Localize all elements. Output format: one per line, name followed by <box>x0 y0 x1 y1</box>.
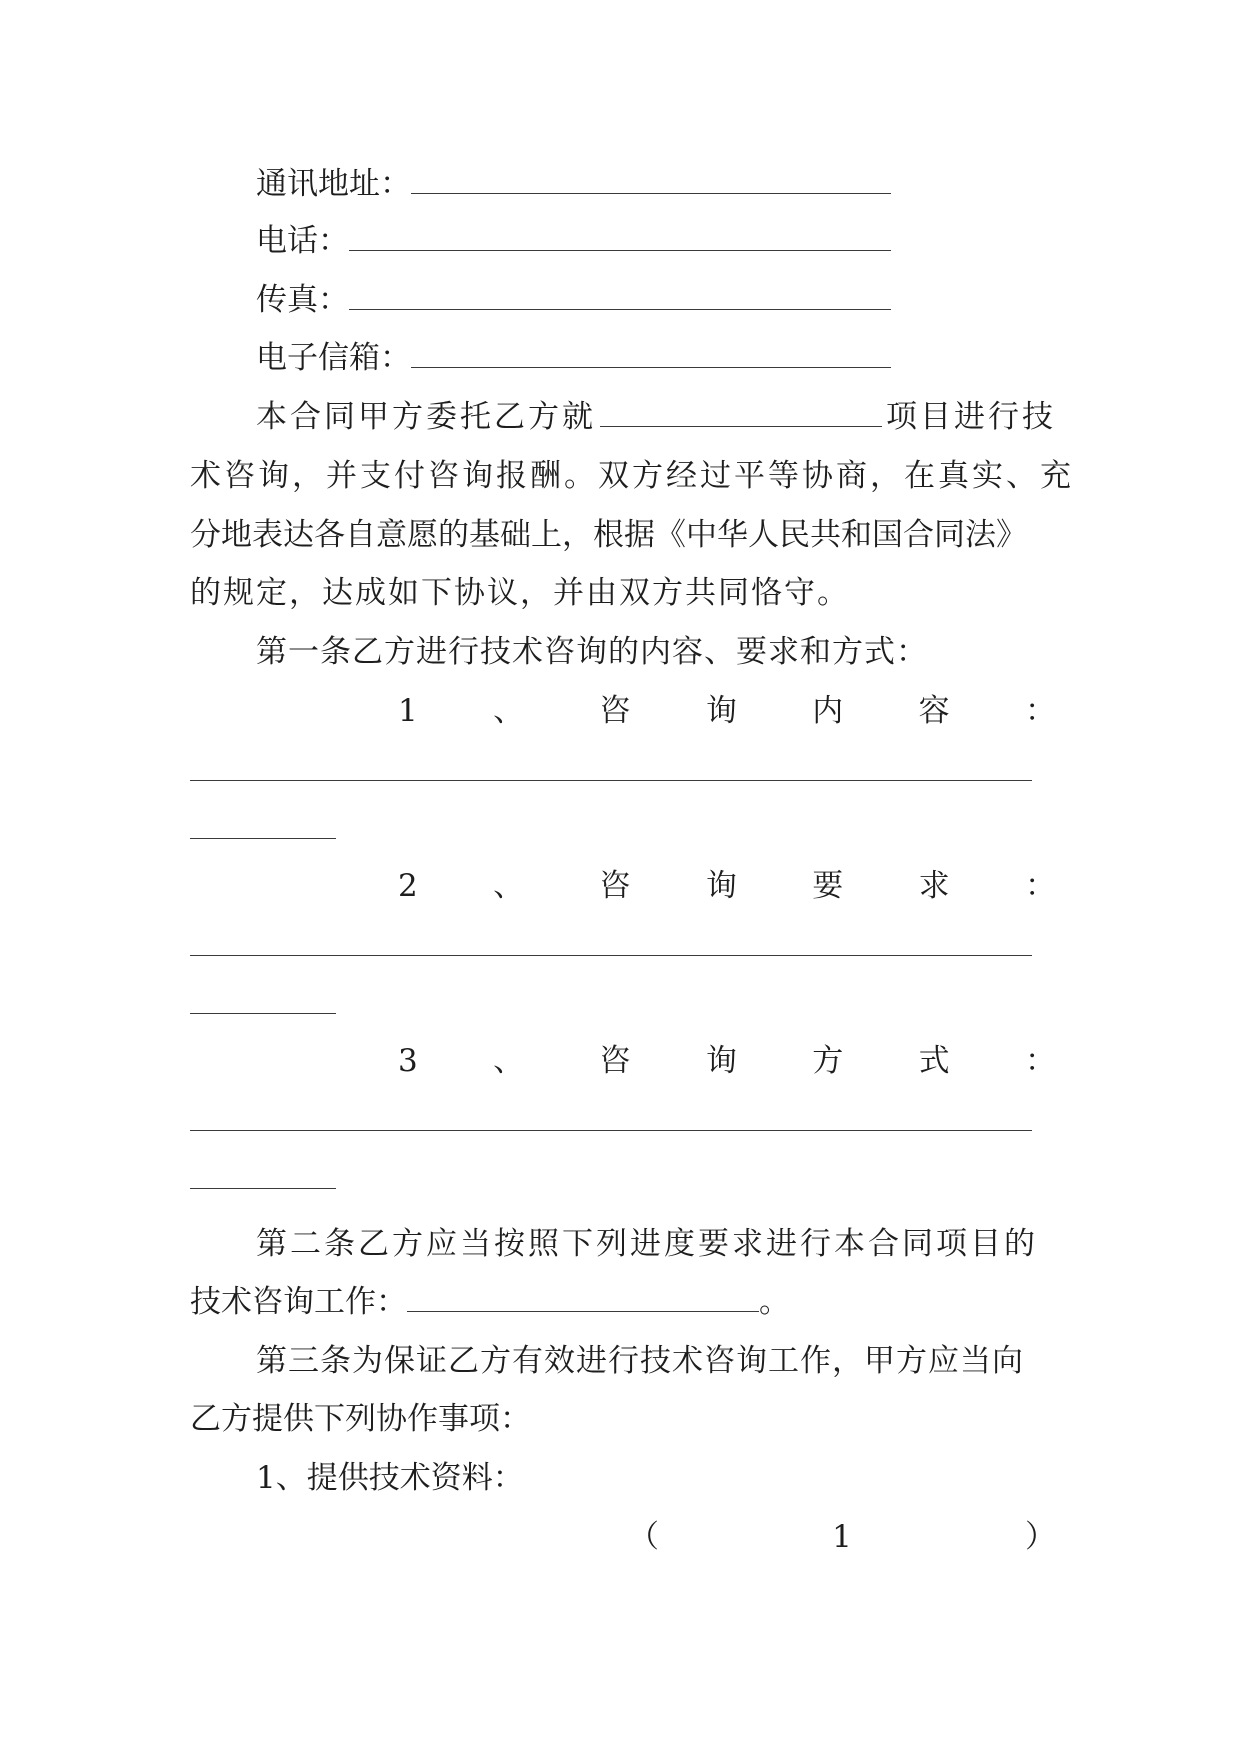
item3-char: 询 <box>705 1043 737 1079</box>
progress-blank[interactable] <box>407 1283 759 1312</box>
intro-line-1-b: 项目进行技 <box>886 399 1056 435</box>
address-blank[interactable] <box>411 165 891 194</box>
article1-title: 第一条乙方进行技术咨询的内容、要求和方式： <box>256 634 928 670</box>
item1-char: 、 <box>493 693 525 729</box>
intro-line-2: 术咨询，并支付咨询报酬。双方经过平等协商，在真实、充 <box>190 458 1074 494</box>
email-label: 电子信箱： <box>256 340 411 376</box>
item1-blank-line-1[interactable] <box>190 780 1032 781</box>
item2-char: 询 <box>705 868 737 904</box>
item3-blank-line-2[interactable] <box>190 1188 336 1189</box>
item1-char: 内 <box>812 693 844 729</box>
phone-line <box>256 221 891 261</box>
item1-char: 询 <box>705 693 737 729</box>
item2-char: 求 <box>918 868 950 904</box>
article3-line-1: 第三条为保证乙方有效进行技术咨询工作，甲方应当向 <box>256 1343 1024 1379</box>
article3-item-1: 1、提供技术资料： <box>256 1460 524 1496</box>
fax-blank[interactable] <box>349 281 891 310</box>
item2-blank-line-1[interactable] <box>190 955 1032 956</box>
item3-char: 3 <box>398 1043 418 1079</box>
article1-item3-heading <box>398 1041 1056 1081</box>
fax-label: 传真： <box>256 282 349 318</box>
sub1-close-paren: ） <box>1024 1519 1056 1555</box>
item2-char: 2 <box>398 868 418 904</box>
email-blank[interactable] <box>411 339 891 368</box>
address-label: 通讯地址： <box>256 166 411 202</box>
intro-line-3: 分地表达各自意愿的基础上，根据《中华人民共和国合同法》 <box>190 517 1027 553</box>
intro-line-1 <box>256 397 1056 437</box>
address-line <box>256 164 891 204</box>
intro-line-1-a: 本合同甲方委托乙方就 <box>256 399 596 435</box>
project-blank[interactable] <box>600 398 882 427</box>
article3-sub-1 <box>628 1517 1056 1557</box>
item2-char: 要 <box>812 868 844 904</box>
article2-line-2-b: 。 <box>759 1284 790 1320</box>
article1-item2-heading <box>398 866 1056 906</box>
item1-char: ： <box>1024 693 1056 729</box>
item3-char: ： <box>1024 1043 1056 1079</box>
fax-line <box>256 280 891 320</box>
item3-char: 、 <box>493 1043 525 1079</box>
article2-line-2-a: 技术咨询工作： <box>190 1284 407 1320</box>
item1-char: 1 <box>398 693 418 729</box>
phone-blank[interactable] <box>349 222 891 251</box>
article1-item1-heading <box>398 691 1056 731</box>
item1-char: 咨 <box>599 693 631 729</box>
item2-char: 咨 <box>599 868 631 904</box>
item3-char: 方 <box>812 1043 844 1079</box>
article3-line-2: 乙方提供下列协作事项： <box>190 1401 531 1437</box>
sub1-open-paren: （ <box>628 1519 659 1555</box>
article2-line-2 <box>190 1282 790 1322</box>
item2-char: 、 <box>493 868 525 904</box>
item3-char: 式 <box>918 1043 950 1079</box>
item3-char: 咨 <box>599 1043 631 1079</box>
item1-char: 容 <box>918 693 950 729</box>
phone-label: 电话： <box>256 223 349 259</box>
item2-char: ： <box>1024 868 1056 904</box>
intro-line-4: 的规定，达成如下协议，并由双方共同恪守。 <box>190 575 850 611</box>
article2-line-1: 第二条乙方应当按照下列进度要求进行本合同项目的 <box>256 1226 1038 1262</box>
sub1-number: 1 <box>832 1519 852 1555</box>
item1-blank-line-2[interactable] <box>190 838 336 839</box>
item3-blank-line-1[interactable] <box>190 1130 1032 1131</box>
item2-blank-line-2[interactable] <box>190 1013 336 1014</box>
email-line <box>256 338 891 378</box>
